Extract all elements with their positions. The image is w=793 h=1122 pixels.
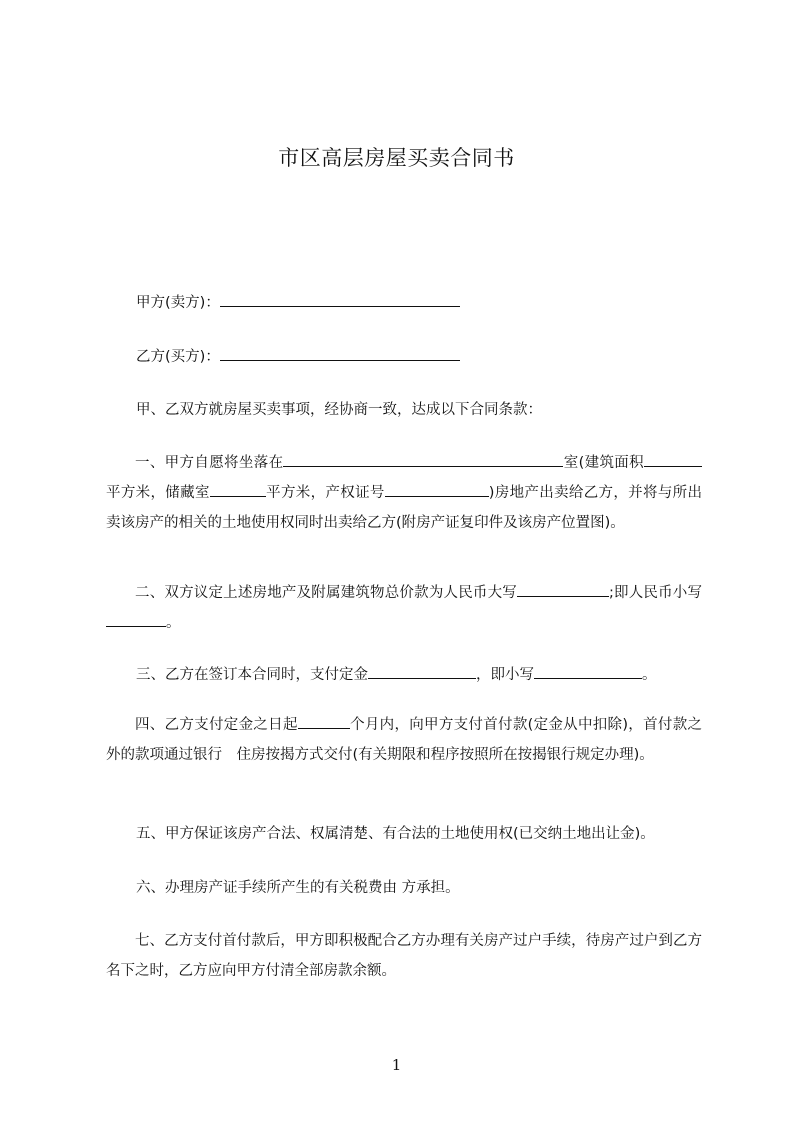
clause-7: 七、乙方支付首付款后，甲方即积极配合乙方办理有关房产过户手续，待房产过户到乙方名下之时，乙方应向甲方付清全部房款余额。 (106, 933, 702, 979)
clause-4-part-1: 四、乙方支付定金之日起 (135, 717, 298, 733)
deposit-lowercase-blank[interactable] (534, 664, 642, 679)
clause-3 (136, 664, 657, 685)
clause-1 (106, 448, 702, 538)
clause-2 (106, 578, 702, 638)
storage-area-blank[interactable] (210, 482, 266, 497)
months-blank[interactable] (298, 714, 350, 729)
clause-2-part-3: 。 (166, 615, 181, 631)
clause-5: 五、甲方保证该房产合法、权属清楚、有合法的土地使用权(已交纳土地出让金)。 (136, 826, 655, 842)
title-certificate-number-blank[interactable] (385, 482, 489, 497)
price-uppercase-blank[interactable] (517, 582, 609, 597)
clause-1-part-5: )房地产出卖给乙方，并将与所出卖该房产的相关的土地使用权同时出卖给乙方(附房产证复印件及该房产位置图)。 (106, 485, 702, 531)
property-location-blank[interactable] (283, 452, 563, 467)
clause-1-part-4: 平方米，产权证号 (265, 485, 385, 501)
clause-3-part-1: 三、乙方在签订本合同时，支付定金 (136, 667, 368, 683)
clause-2-part-2: ;即人民币小写 (608, 585, 702, 601)
party-a-label: 甲方(卖方)： (136, 295, 220, 311)
clause-1-part-2: 室(建筑面积 (563, 455, 644, 471)
clause-1-part-1: 一、甲方自愿将坐落在 (135, 455, 284, 471)
clause-4 (106, 710, 702, 770)
building-area-blank[interactable] (644, 452, 702, 467)
clause-3-part-3: 。 (642, 667, 657, 683)
party-b-blank[interactable] (220, 346, 460, 361)
clause-2-part-1: 二、双方议定上述房地产及附属建筑物总价款为人民币大写 (135, 585, 517, 601)
clause-3-part-2: ，即小写 (476, 667, 534, 683)
document-title: 市区高层房屋买卖合同书 (278, 146, 515, 170)
deposit-uppercase-blank[interactable] (368, 664, 476, 679)
party-b-label: 乙方(买方)： (136, 349, 220, 365)
party-b-line (136, 346, 460, 367)
intro-text: 甲、乙双方就房屋买卖事项，经协商一致，达成以下合同条款： (136, 402, 542, 418)
party-a-line (136, 292, 460, 313)
clause-4-part-2: 个月内，向甲方支付首付款(定金从中扣除)，首付款之外的款项通过银行 住房按揭方式交付(有关期限和程序按照所在按揭银行规定办理)。 (106, 717, 702, 763)
page-number: 1 (391, 1056, 402, 1074)
clause-1-part-3: 平方米，储藏室 (106, 485, 210, 501)
party-a-blank[interactable] (220, 292, 460, 307)
price-lowercase-blank[interactable] (106, 612, 166, 627)
clause-6: 六、办理房产证手续所产生的有关税费由 方承担。 (136, 880, 460, 896)
